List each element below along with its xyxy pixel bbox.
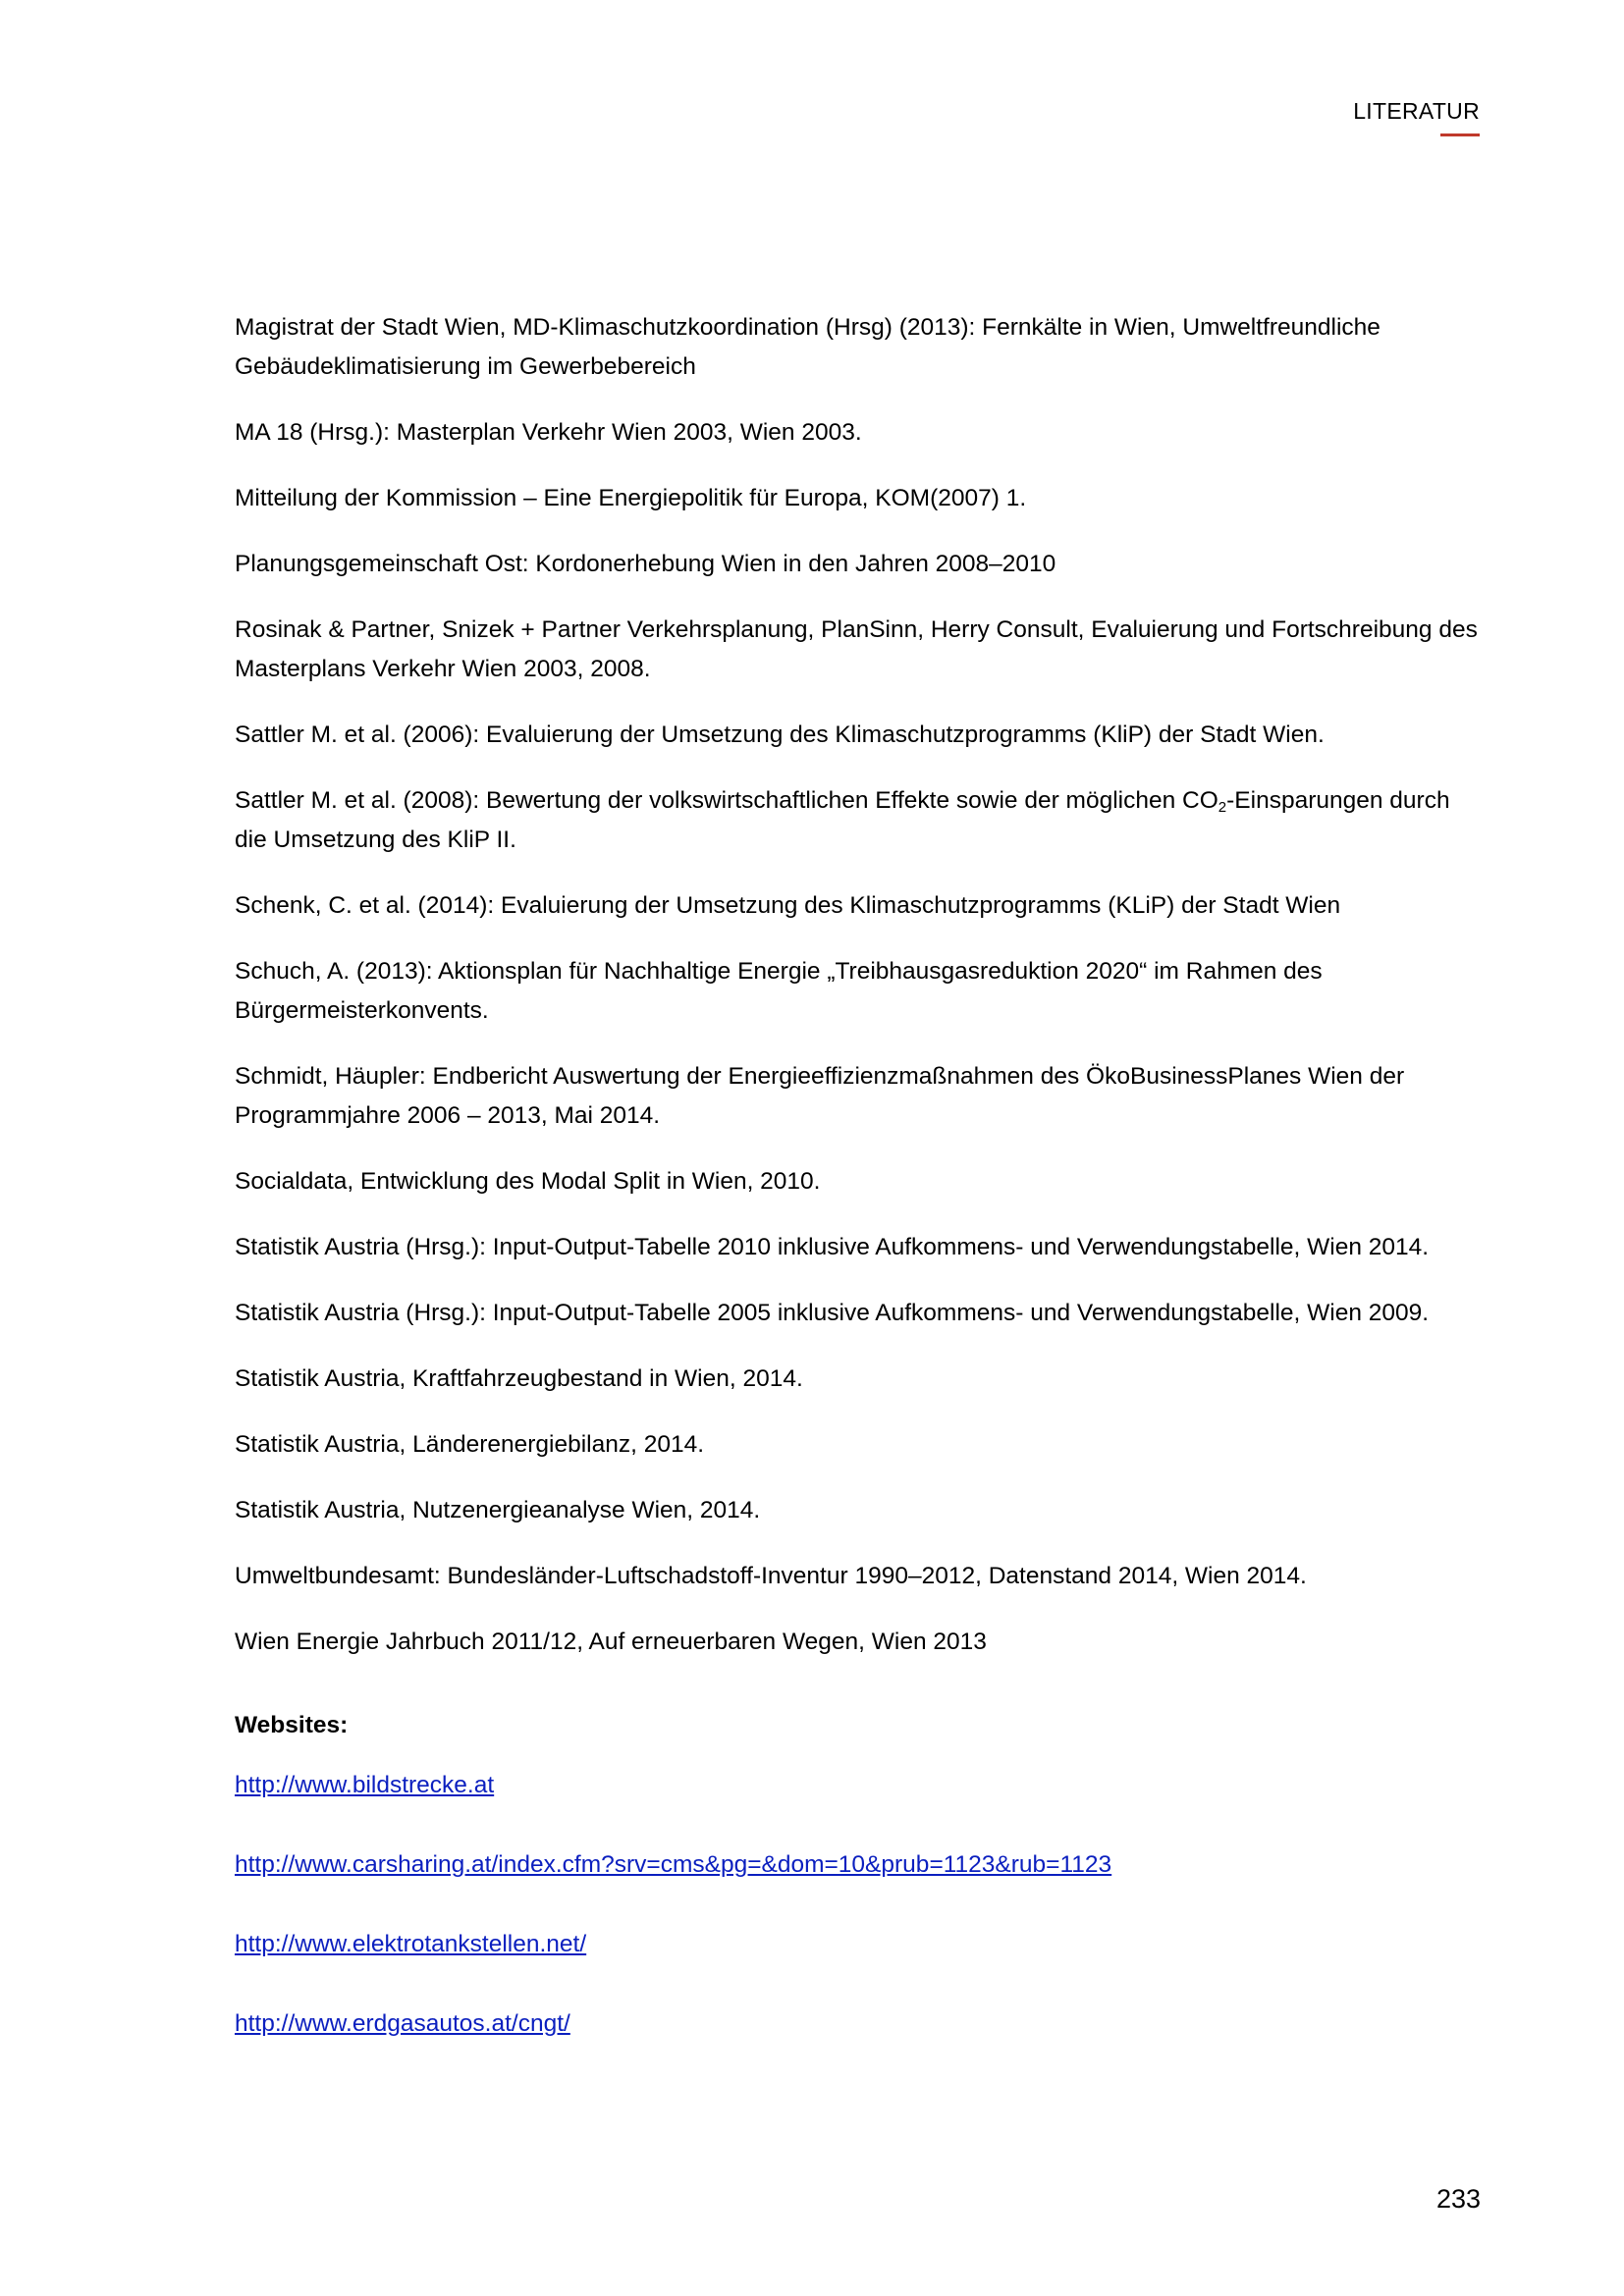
reference-item: Planungsgemeinschaft Ost: Kordonerhebung Wien in den Jahren 2008–2010 (235, 551, 1056, 577)
reference-item: Wien Energie Jahrbuch 2011/12, Auf erneuerbaren Wegen, Wien 2013 (235, 1629, 987, 1655)
header-underline (1440, 133, 1480, 136)
page-number: 233 (1435, 2184, 1481, 2214)
subscript: 2 (1218, 799, 1227, 816)
website-link[interactable]: http://www.erdgasautos.at/cngt/ (235, 2010, 570, 2037)
reference-item: Schuch, A. (2013): Aktionsplan für Nachhaltige Energie „Treibhausgasreduktion 2020“ im Rahmen des Bürgermeisterkonvents. (235, 958, 1323, 1024)
reference-item: Statistik Austria (Hrsg.): Input-Output-Tabelle 2010 inklusive Aufkommens- und Verwendungstabelle, Wien 2014. (235, 1234, 1430, 1260)
references-list (235, 308, 1482, 2084)
reference-item: Schenk, C. et al. (2014): Evaluierung der Umsetzung des Klimaschutzprogramms (KLiP) der Stadt Wien (235, 892, 1341, 919)
reference-item: Sattler M. et al. (2006): Evaluierung der Umsetzung des Klimaschutzprogramms (KliP) der Stadt Wien. (235, 721, 1325, 748)
reference-item (235, 781, 1482, 860)
websites-heading: Websites: (235, 1712, 349, 1738)
website-link[interactable]: http://www.elektrotankstellen.net/ (235, 1931, 587, 1957)
reference-text: Sattler M. et al. (2008): Bewertung der volkswirtschaftlichen Effekte sowie der möglichen CO (235, 787, 1218, 814)
website-link[interactable]: http://www.bildstrecke.at (235, 1772, 495, 1798)
reference-item: Umweltbundesamt: Bundesländer-Luftschadstoff-Inventur 1990–2012, Datenstand 2014, Wien 2014. (235, 1563, 1307, 1589)
reference-item: MA 18 (Hrsg.): Masterplan Verkehr Wien 2003, Wien 2003. (235, 419, 862, 446)
reference-item: Socialdata, Entwicklung des Modal Split in Wien, 2010. (235, 1168, 821, 1195)
reference-item: Statistik Austria (Hrsg.): Input-Output-Tabelle 2005 inklusive Aufkommens- und Verwendungstabelle, Wien 2009. (235, 1300, 1430, 1326)
reference-item: Statistik Austria, Nutzenergieanalyse Wien, 2014. (235, 1497, 761, 1523)
website-link[interactable]: http://www.carsharing.at/index.cfm?srv=cms&pg=&dom=10&prub=1123&rub=1123 (235, 1851, 1112, 1878)
running-header: LITERATUR (1353, 98, 1480, 124)
reference-text: -Einsparungen durch die Umsetzung des KliP II. (235, 787, 1450, 853)
reference-item: Schmidt, Häupler: Endbericht Auswertung der Energieeffizienzmaßnahmen des ÖkoBusinessPlanes Wien der Programmjahre 2006 – 2013, Mai 2014. (235, 1063, 1405, 1129)
reference-item: Rosinak & Partner, Snizek + Partner Verkehrsplanung, PlanSinn, Herry Consult, Evaluierung und Fortschreibung des Masterplans Verkehr Wien 2003, 2008. (235, 616, 1478, 682)
reference-item: Statistik Austria, Kraftfahrzeugbestand in Wien, 2014. (235, 1365, 803, 1392)
reference-item: Magistrat der Stadt Wien, MD-Klimaschutzkoordination (Hrsg) (2013): Fernkälte in Wien, Umweltfreundliche Gebäudeklimatisierung im Gewerbebereich (235, 314, 1380, 380)
reference-item: Mitteilung der Kommission – Eine Energiepolitik für Europa, KOM(2007) 1. (235, 485, 1027, 511)
reference-item: Statistik Austria, Länderenergiebilanz, 2014. (235, 1431, 705, 1458)
